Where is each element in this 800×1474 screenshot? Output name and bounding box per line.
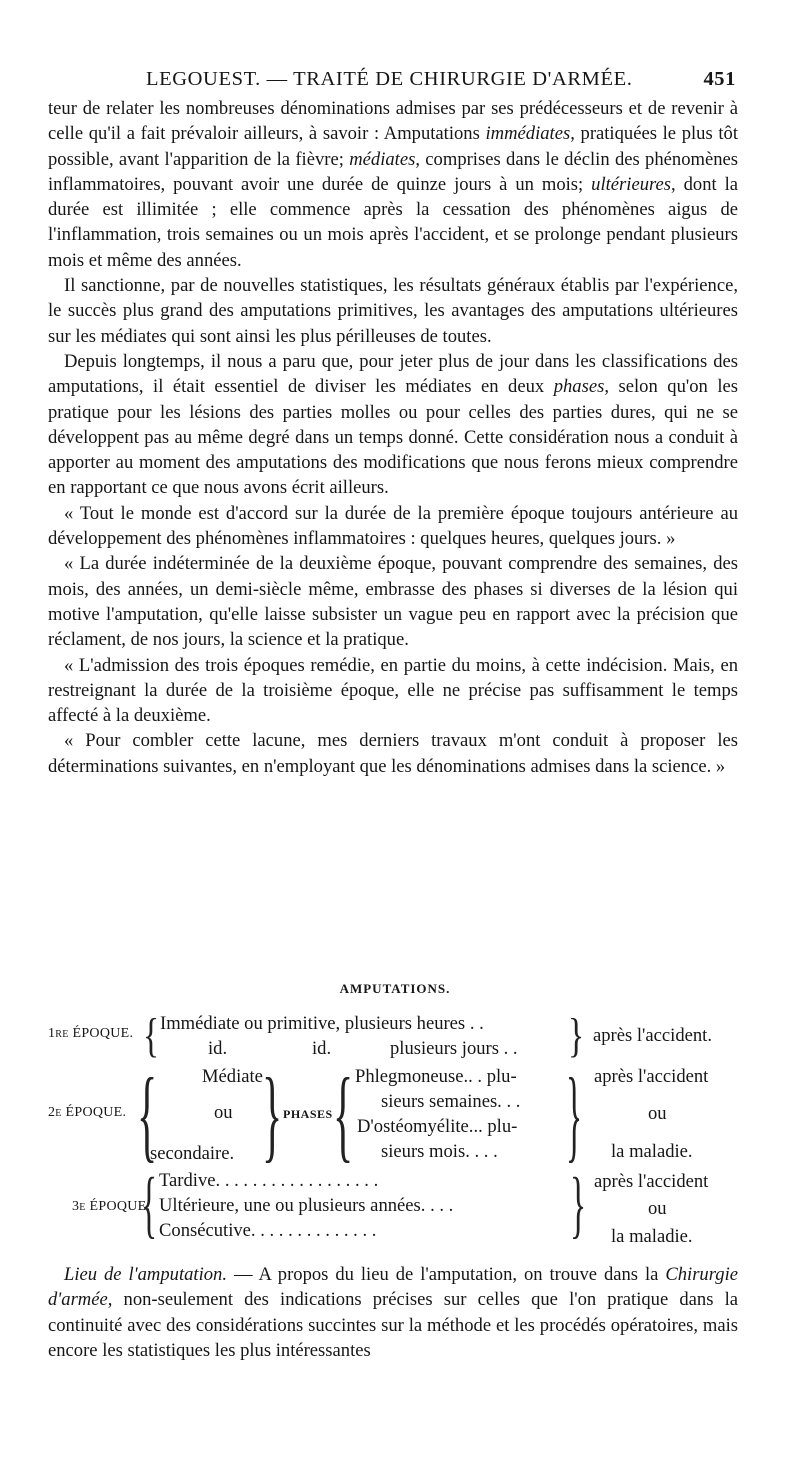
- text-run: — A propos du lieu de l'amputation, on trouve dans la: [227, 1264, 666, 1285]
- epoch-1-line-1: Immédiate ou primitive, plusieurs heures . .: [160, 1013, 484, 1034]
- epoch-3-result-1: après l'accident: [594, 1171, 709, 1192]
- page-number: 451: [703, 68, 736, 90]
- book-title: Chirurgie d'armée: [48, 1264, 738, 1311]
- epoch-2-left-1: Médiate: [202, 1066, 263, 1087]
- epoch-3-left-brace: {: [141, 1162, 158, 1247]
- paragraph-2: Il sanctionne, par de nouvelles statistiques, les résultats généraux établis par l'expérience, le succès plus grand des amputations primitives, les avantages des amputations ultérieures sur les médiates qui sont ainsi les plus périlleuses de toutes.: [48, 275, 738, 347]
- text-run: Depuis longtemps, il nous a paru que, pour jeter plus de jour dans les classifications des amputations, il était essentiel de diviser les médiates en deux: [48, 350, 738, 398]
- term-immediates: immédiates: [485, 123, 571, 145]
- epoch-3-result-2: ou: [648, 1198, 667, 1219]
- epoch-2-result-3: la maladie.: [611, 1141, 693, 1162]
- paragraph-8: [48, 1262, 738, 1363]
- text-run: , comprises dans le déclin des phénomènes inflammatoires, pouvant avoir une durée de quinze jours à un mois;: [48, 148, 738, 195]
- paragraph-7: « Pour combler cette lacune, mes derniers travaux m'ont conduit à proposer les déterminations suivantes, en n'employant que les dénominations admises dans la science. »: [48, 730, 738, 777]
- text-run: , pratiquées le plus tôt possible, avant l'apparition de la fièvre;: [48, 123, 738, 170]
- phases-label: PHASES: [283, 1107, 333, 1121]
- epoch-3-line-3: Consécutive. . . . . . . . . . . . . .: [159, 1220, 377, 1241]
- epoch-2-mid-1: Phlegmoneuse.. . plu-: [355, 1066, 517, 1087]
- text-run: , dont la durée est illimitée ; elle commence après la cessation des phénomènes aigus de l'inflammation, trois semaines ou un mois après l'accident, et se prolonge pendant plusieurs mois et même des années.: [48, 173, 739, 271]
- epoch-1-line-2-c: plusieurs jours . .: [390, 1038, 518, 1059]
- epoch-2-left-2: ou: [214, 1102, 233, 1123]
- text-run: , non-seulement des indications précises sur celles que l'on pratique dans la continuité avec des considérations succintes sur la méthode et les procédés opératoires, mais encore les statistiques les plus intéressantes: [48, 1289, 738, 1361]
- paragraph-4: « Tout le monde est d'accord sur la durée de la première époque toujours antérieure au développement des phénomènes inflammatoires : quelques heures, quelques jours. »: [48, 502, 738, 550]
- epoch-1-result: après l'accident.: [593, 1025, 712, 1046]
- epoch-2-label: 2e ÉPOQUE.: [48, 1105, 127, 1120]
- epoch-2-mid-3: D'ostéomyélite... plu-: [357, 1116, 518, 1137]
- text-run: teur de relater les nombreuses dénominations admises par ses prédécesseurs et de revenir à celle qu'il a fait prévaloir ailleurs, à savoir : Amputations: [48, 98, 738, 145]
- final-paragraph: [48, 1262, 738, 1363]
- epoch-2-result-1: après l'accident: [594, 1066, 709, 1087]
- epoch-2-mid-4: sieurs mois. . . .: [381, 1141, 498, 1162]
- epoch-1-line-2-a: id.: [208, 1038, 228, 1059]
- epoch-2-result-2: ou: [648, 1103, 667, 1124]
- epoch-2-mid-2: sieurs semaines. . .: [381, 1091, 521, 1112]
- epoch-3-line-1: Tardive. . . . . . . . . . . . . . . . . .: [159, 1170, 379, 1191]
- epoch-2-middle-brace: }: [262, 1058, 283, 1174]
- running-title: LEGOUEST. — TRAITÉ DE CHIRURGIE D'ARMÉE.: [146, 68, 633, 90]
- epoch-3-right-brace: }: [570, 1162, 587, 1247]
- epoch-2-mid-left-brace: {: [333, 1058, 354, 1174]
- paragraph-5: « La durée indéterminée de la deuxième époque, pouvant comprendre des semaines, des mois, des années, un demi-siècle même, embrasse des phases si diverses de la lésion qui motive l'amputation, qu'elle laisse subsister un vague peu en rapport avec la précision que réclament, de nos jours, la science et la pratique.: [48, 553, 738, 651]
- term-ulterieures: ultérieures: [591, 173, 672, 195]
- epoch-1-line-2-b: id.: [312, 1038, 332, 1059]
- text-run: , selon qu'on les pratique pour les lésions des parties molles ou pour celles des parties dures, qui ne se développent pas au même degré dans un temps donné. Cette considération nous a conduit à apporter au moment des amputations des modifications que nous ferons mieux comprendre en rapportant ce que nous avons écrit ailleurs.: [48, 376, 738, 499]
- epoch-1-right-brace: }: [568, 1009, 585, 1063]
- epoch-2-left-3: secondaire.: [150, 1143, 235, 1164]
- term-mediates: médiates: [349, 148, 416, 170]
- epoch-1-left-brace: {: [143, 1009, 160, 1063]
- epoch-3-result-3: la maladie.: [611, 1226, 693, 1247]
- epoch-3-line-2: Ultérieure, une ou plusieurs années. . . .: [159, 1195, 454, 1216]
- paragraph-6: « L'admission des trois époques remédie, en partie du moins, à cette indécision. Mais, en restreignant la durée de la troisième époque, elle ne précise pas suffisamment le temps affecté à la deuxième.: [48, 654, 738, 727]
- term-phases: phases: [553, 376, 605, 398]
- epoch-2-left-brace: {: [137, 1058, 158, 1174]
- section-heading: Lieu de l'amputation.: [64, 1264, 227, 1285]
- table-caption: AMPUTATIONS.: [339, 981, 451, 996]
- epoch-1-label: 1re ÉPOQUE.: [48, 1026, 134, 1041]
- epoch-3-label: 3e ÉPOQUE.: [72, 1199, 151, 1214]
- epoch-2-right-brace: }: [566, 1058, 583, 1174]
